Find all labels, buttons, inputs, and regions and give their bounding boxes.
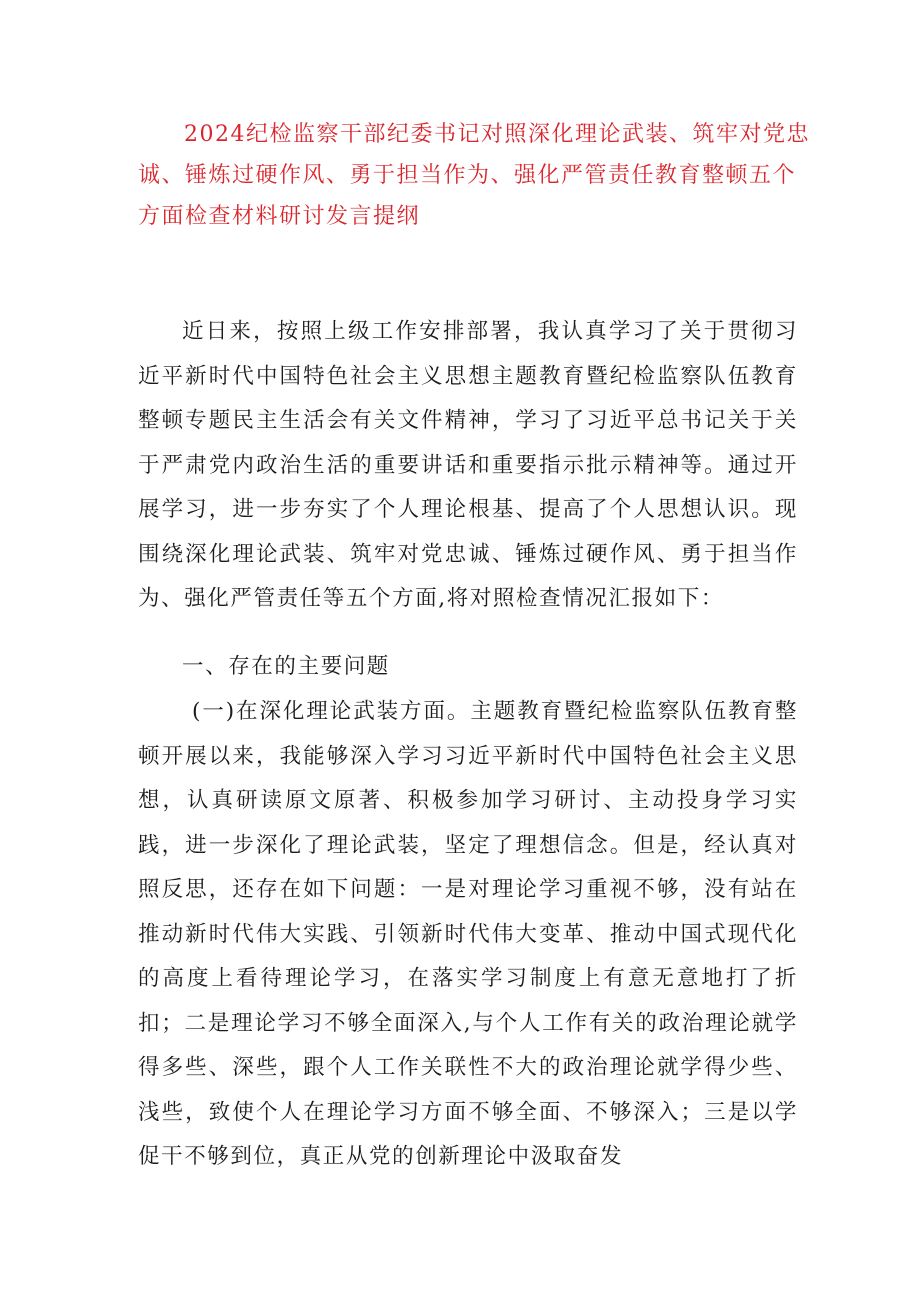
section-heading-problems: 一、存在的主要问题 xyxy=(182,654,390,679)
section-item-theory-paragraph: (一)在深化理论武装方面。主题教育暨纪检监察队伍教育整顿开展以来，我能够深入学习习近平新时代中国特色社会主义思想，认真研读原文原著、积极参加学习研讨、主动投身学习实践，进一步深化了理论武装，坚定了理想信念。但是，经认真对照反思，还存在如下问题：一是对理论学习重视不够，没有站在推动新时代伟大实践、引领新时代伟大变革、推动中国式现代化的高度上看待理论学习，在落实学习制度上有意无意地打了折扣；二是理论学习不够全面深入,与个人工作有关的政治理论就学得多些、深些，跟个人工作关联性不大的政治理论就学得少些、浅些，致使个人在理论学习方面不够全面、不够深入；三是以学促干不够到位，真正从党的创新理论中汲取奋发 xyxy=(138,699,798,1169)
intro-paragraph: 近日来，按照上级工作安排部署，我认真学习了关于贯彻习近平新时代中国特色社会主义思想主题教育暨纪检监察队伍教育整顿专题民主生活会有关文件精神，学习了习近平总书记关于关于严肃党内政治生活的重要讲话和重要指示批示精神等。通过开展学习，进一步夯实了个人理论根基、提高了个人思想认识。现围绕深化理论武装、筑牢对党忠诚、锤炼过硬作风、勇于担当作为、强化严管责任等五个方面,将对照检查情况汇报如下： xyxy=(138,319,798,611)
document-title: 2024纪检监察干部纪委书记对照深化理论武装、筑牢对党忠诚、锤炼过硬作风、勇于担当作为、强化严管责任教育整顿五个方面检查材料研讨发言提纲 xyxy=(138,122,810,229)
